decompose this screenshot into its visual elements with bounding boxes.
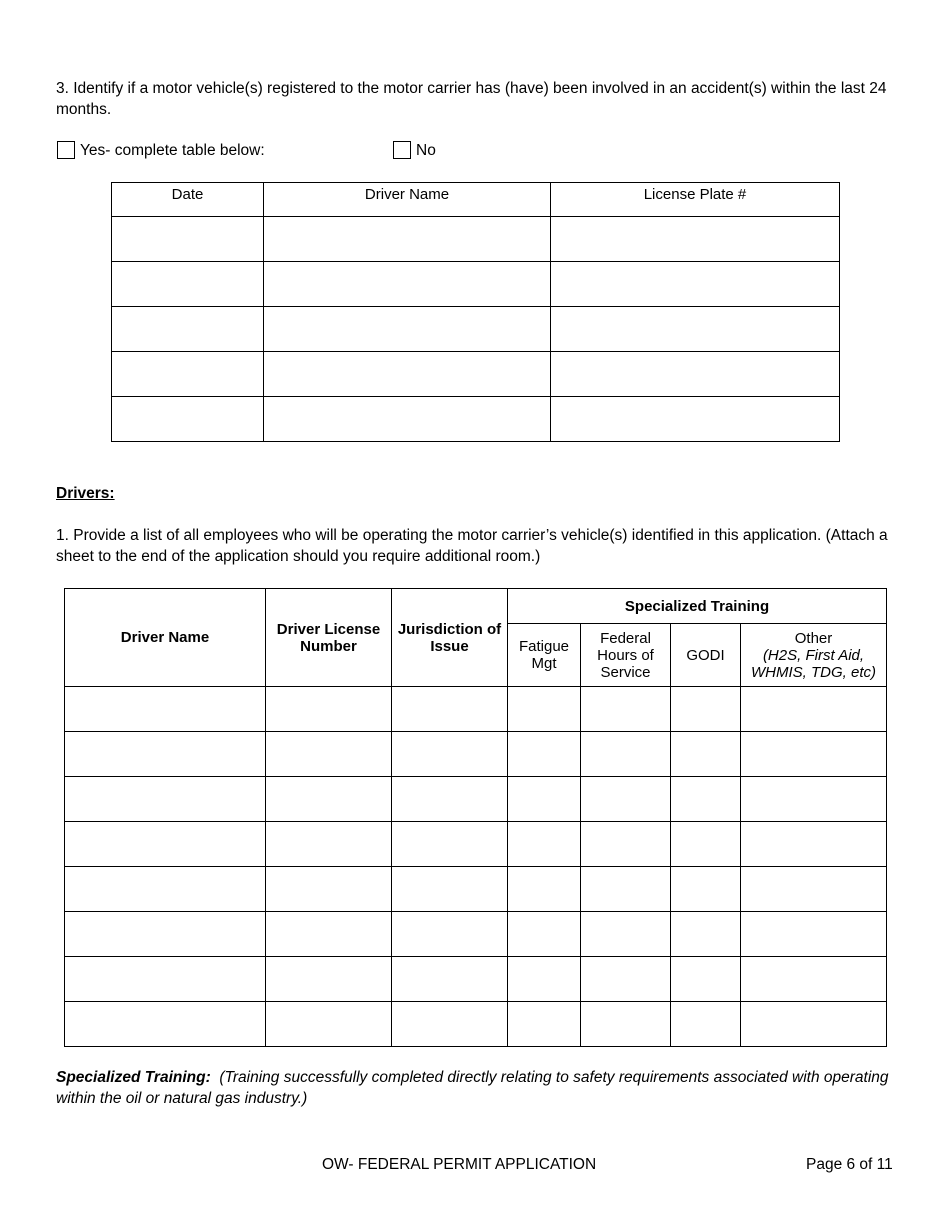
accident-license-plate-cell[interactable] xyxy=(551,262,840,307)
table-row xyxy=(65,822,887,867)
drivers-heading: Drivers: xyxy=(56,485,115,502)
table-row xyxy=(112,217,840,262)
no-checkbox[interactable] xyxy=(393,141,411,159)
drivers-question-1-text: 1. Provide a list of all employees who will be operating the motor carrier’s vehicle(s) identified in this application. (Attach a sheet to the end of the application should you require additional room.) xyxy=(56,527,888,565)
specialized-training-note xyxy=(56,1067,906,1109)
yes-checkbox[interactable] xyxy=(57,141,75,159)
other-header-examples: (H2S, First Aid, WHMIS, TDG, etc) xyxy=(751,646,877,681)
jurisdiction-header: Jurisdiction of Issue xyxy=(392,589,508,687)
fatigue-mgt-header: Fatigue Mgt xyxy=(508,624,581,687)
footer-title: OW- FEDERAL PERMIT APPLICATION xyxy=(322,1156,597,1173)
table-row xyxy=(112,262,840,307)
table-row xyxy=(65,912,887,957)
accident-table xyxy=(111,182,840,442)
table-row xyxy=(65,777,887,822)
drivers-table xyxy=(64,588,887,1047)
accident-date-header: Date xyxy=(112,183,264,217)
table-row xyxy=(112,352,840,397)
table-row xyxy=(65,957,887,1002)
accident-license-plate-header: License Plate # xyxy=(551,183,840,217)
driver-license-number-header: Driver License Number xyxy=(266,589,392,687)
accident-driver-name-cell[interactable] xyxy=(264,307,551,352)
table-row xyxy=(65,1002,887,1047)
specialized-training-note-label: Specialized Training: xyxy=(56,1069,211,1086)
driver-name-header: Driver Name xyxy=(65,589,266,687)
accident-table-header xyxy=(112,183,840,217)
specialized-training-header: Specialized Training xyxy=(508,589,887,624)
drivers-table-header-row-1 xyxy=(65,589,887,624)
accident-date-cell[interactable] xyxy=(112,352,264,397)
accident-yes-no-row xyxy=(56,141,656,161)
accident-license-plate-cell[interactable] xyxy=(551,307,840,352)
accident-driver-name-cell[interactable] xyxy=(264,352,551,397)
table-row xyxy=(65,732,887,777)
table-row xyxy=(65,687,887,732)
table-row xyxy=(112,307,840,352)
other-header-label: Other xyxy=(794,629,833,647)
accident-date-cell[interactable] xyxy=(112,307,264,352)
accident-driver-name-header: Driver Name xyxy=(264,183,551,217)
question-3-text: 3. Identify if a motor vehicle(s) registered to the motor carrier has (have) been involved in an accident(s) within the last 24 months. xyxy=(56,80,887,118)
table-row xyxy=(65,867,887,912)
other-header xyxy=(741,624,887,687)
federal-hours-header: Federal Hours of Service xyxy=(581,624,671,687)
godi-header: GODI xyxy=(671,624,741,687)
accident-license-plate-cell[interactable] xyxy=(551,217,840,262)
accident-date-cell[interactable] xyxy=(112,397,264,442)
table-row xyxy=(112,397,840,442)
accident-license-plate-cell[interactable] xyxy=(551,352,840,397)
no-checkbox-label: No xyxy=(416,142,436,159)
yes-checkbox-label: Yes- complete table below: xyxy=(80,142,265,159)
specialized-training-note-text: (Training successfully completed directly relating to safety requirements associated with operating within the oil or natural gas industry.) xyxy=(56,1069,889,1107)
footer-page-number: Page 6 of 11 xyxy=(806,1156,893,1173)
accident-license-plate-cell[interactable] xyxy=(551,397,840,442)
accident-date-cell[interactable] xyxy=(112,217,264,262)
accident-driver-name-cell[interactable] xyxy=(264,217,551,262)
accident-driver-name-cell[interactable] xyxy=(264,262,551,307)
accident-driver-name-cell[interactable] xyxy=(264,397,551,442)
accident-date-cell[interactable] xyxy=(112,262,264,307)
